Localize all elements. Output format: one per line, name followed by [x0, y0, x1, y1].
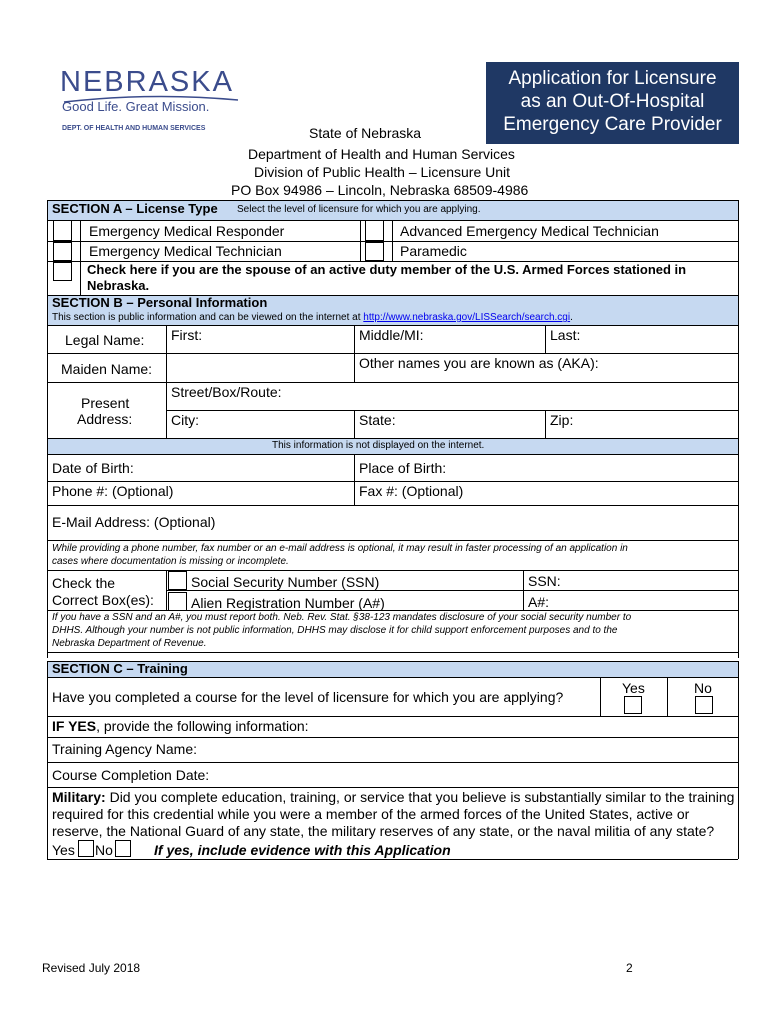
logo-wordmark: NEBRASKA	[60, 66, 234, 98]
rule	[47, 661, 738, 662]
rule	[47, 610, 738, 611]
first-name-field[interactable]: First:	[171, 327, 203, 343]
application-title-box	[486, 62, 739, 144]
optional-note-line2: cases where documentation is missing or incomplete.	[52, 556, 289, 567]
rule	[354, 410, 355, 438]
rule	[47, 382, 738, 383]
military-line1	[52, 789, 734, 805]
rule	[354, 325, 355, 353]
rule	[47, 859, 738, 860]
logo-tagline: Good Life. Great Mission.	[62, 99, 210, 114]
ssn-note-line3: Nebraska Department of Revenue.	[52, 638, 207, 649]
header-division: Division of Public Health – Licensure Unit	[254, 164, 511, 180]
checkbox-training-yes[interactable]	[624, 696, 642, 714]
legal-name-label: Legal Name:	[65, 332, 145, 348]
rule	[360, 220, 361, 261]
rule	[600, 677, 601, 716]
checkbox-ssn[interactable]	[168, 571, 187, 590]
checkbox-emr[interactable]	[53, 220, 72, 241]
rule	[80, 220, 81, 295]
rule	[47, 716, 738, 717]
ssn-note-line2: DHHS. Although your number is not public information, DHHS may disclose it for child support enforcement purposes and to the	[52, 625, 618, 636]
page-number: 2	[626, 961, 633, 975]
ssn-note-line1: If you have a SSN and an A#, you must report both. Neb. Rev. Stat. §38-123 mandates disclosure of your social security number to	[52, 612, 632, 623]
checkbox-military-spouse[interactable]	[53, 262, 72, 281]
military-no-label: No	[95, 842, 113, 858]
rule	[47, 737, 738, 738]
not-displayed-note: This information is not displayed on the internet.	[272, 440, 485, 451]
correct-boxes-label: Correct Box(es):	[52, 592, 154, 608]
rule	[47, 677, 738, 678]
evidence-note: If yes, include evidence with this Application	[154, 842, 451, 858]
military-yes-label: Yes	[52, 842, 75, 858]
rule	[47, 787, 738, 788]
rule	[354, 454, 355, 505]
checkbox-training-no[interactable]	[695, 696, 713, 714]
fax-field[interactable]: Fax #: (Optional)	[359, 483, 464, 499]
rule	[47, 438, 738, 439]
option-emr: Emergency Medical Responder	[89, 223, 285, 239]
training-question: Have you completed a course for the level of licensure for which you are applying?	[52, 689, 564, 705]
rule	[47, 661, 48, 859]
maiden-name-label: Maiden Name:	[61, 361, 153, 377]
spouse-text-line2: Nebraska.	[87, 278, 150, 293]
dob-field[interactable]: Date of Birth:	[52, 460, 134, 476]
section-b-note-text: This section is public information and can be viewed on the internet at	[52, 312, 364, 323]
option-aemt: Advanced Emergency Medical Technician	[400, 223, 659, 239]
title-line-1: Application for Licensure	[508, 68, 717, 89]
title-line-2: as an Out-Of-Hospital	[520, 91, 705, 112]
rule	[47, 540, 738, 541]
option-paramedic: Paramedic	[400, 243, 467, 259]
military-line2: required for this credential while you were a member of the armed forces of the United States, active or	[52, 806, 690, 822]
checkbox-aemt[interactable]	[365, 220, 384, 241]
header-department: Department of Health and Human Services	[248, 146, 515, 162]
rule	[47, 200, 48, 658]
checkbox-paramedic[interactable]	[365, 242, 384, 261]
rule	[523, 570, 524, 610]
a-number-field[interactable]: A#:	[528, 594, 550, 610]
lis-search-link[interactable]: http://www.nebraska.gov/LISSearch/search.cgi	[363, 312, 571, 323]
check-the-label: Check the	[52, 575, 116, 591]
checkbox-military-no[interactable]	[115, 840, 131, 857]
section-b-note	[52, 312, 573, 324]
address-label: Address:	[77, 411, 133, 427]
section-a-title: SECTION A – License Type	[52, 201, 218, 216]
rule	[47, 481, 738, 482]
phone-field[interactable]: Phone #: (Optional)	[52, 483, 174, 499]
rule	[738, 200, 739, 658]
present-label: Present	[81, 395, 130, 411]
rule	[47, 505, 738, 506]
section-c-title: SECTION C – Training	[52, 661, 188, 676]
rule	[47, 200, 738, 201]
state-field[interactable]: State:	[359, 412, 396, 428]
rule	[166, 325, 167, 438]
header-address: PO Box 94986 – Lincoln, Nebraska 68509-4986	[231, 182, 529, 198]
spouse-text-line1: Check here if you are the spouse of an active duty member of the U.S. Armed Forces stationed in	[87, 262, 687, 277]
rule	[545, 325, 546, 353]
training-no-label: No	[694, 680, 712, 696]
street-field[interactable]: Street/Box/Route:	[171, 384, 282, 400]
if-yes-line	[52, 718, 309, 734]
checkbox-alien[interactable]	[168, 592, 187, 611]
section-b-note-end: .	[570, 312, 573, 323]
rule	[47, 325, 738, 326]
rule	[47, 652, 738, 653]
rule	[166, 570, 167, 610]
rule	[47, 353, 738, 354]
email-field[interactable]: E-Mail Address: (Optional)	[52, 514, 216, 530]
rule	[166, 590, 738, 591]
rule	[47, 454, 738, 455]
zip-field[interactable]: Zip:	[550, 412, 574, 428]
rule	[392, 220, 393, 261]
section-b-title: SECTION B – Personal Information	[52, 295, 268, 310]
rule	[354, 353, 355, 382]
revised-date: Revised July 2018	[42, 961, 141, 975]
rule	[738, 661, 739, 859]
section-a-note: Select the level of licensure for which you are applying.	[237, 204, 481, 215]
if-yes-bold: IF YES	[52, 718, 97, 734]
ssn-field[interactable]: SSN:	[528, 573, 561, 589]
aka-field[interactable]: Other names you are known as (AKA):	[359, 355, 599, 371]
city-field[interactable]: City:	[171, 412, 199, 428]
training-agency-field[interactable]: Training Agency Name:	[52, 741, 197, 757]
military-text-1: Did you complete education, training, or service that you believe is substantially similar to the training	[105, 789, 735, 805]
if-yes-rest: , provide the following information:	[96, 718, 309, 734]
rule	[47, 570, 738, 571]
rule	[667, 677, 668, 716]
checkbox-military-yes[interactable]	[78, 840, 94, 857]
rule	[47, 261, 738, 262]
optional-note-line1: While providing a phone number, fax number or an e-mail address is optional, it may result in faster processing of an application in	[52, 543, 628, 554]
checkbox-emt[interactable]	[53, 242, 72, 261]
rule	[47, 762, 738, 763]
option-emt: Emergency Medical Technician	[89, 243, 282, 259]
ssn-option-label: Social Security Number (SSN)	[191, 574, 380, 590]
pob-field[interactable]: Place of Birth:	[359, 460, 447, 476]
military-bold: Military:	[52, 789, 106, 805]
title-line-3: Emergency Care Provider	[503, 114, 722, 135]
training-yes-label: Yes	[622, 680, 645, 696]
last-name-field[interactable]: Last:	[550, 327, 581, 343]
alien-option-label: Alien Registration Number (A#)	[191, 595, 385, 611]
middle-name-field[interactable]: Middle/MI:	[359, 327, 424, 343]
logo-dept: DEPT. OF HEALTH AND HUMAN SERVICES	[62, 125, 206, 132]
rule	[545, 410, 546, 438]
header-state: State of Nebraska	[309, 125, 422, 141]
rule	[166, 410, 738, 411]
rule	[47, 295, 738, 296]
military-line3: reserve, the National Guard of any state, the military reserves of any state, or the naval militia of any state?	[52, 823, 715, 839]
course-completion-field[interactable]: Course Completion Date:	[52, 767, 210, 783]
